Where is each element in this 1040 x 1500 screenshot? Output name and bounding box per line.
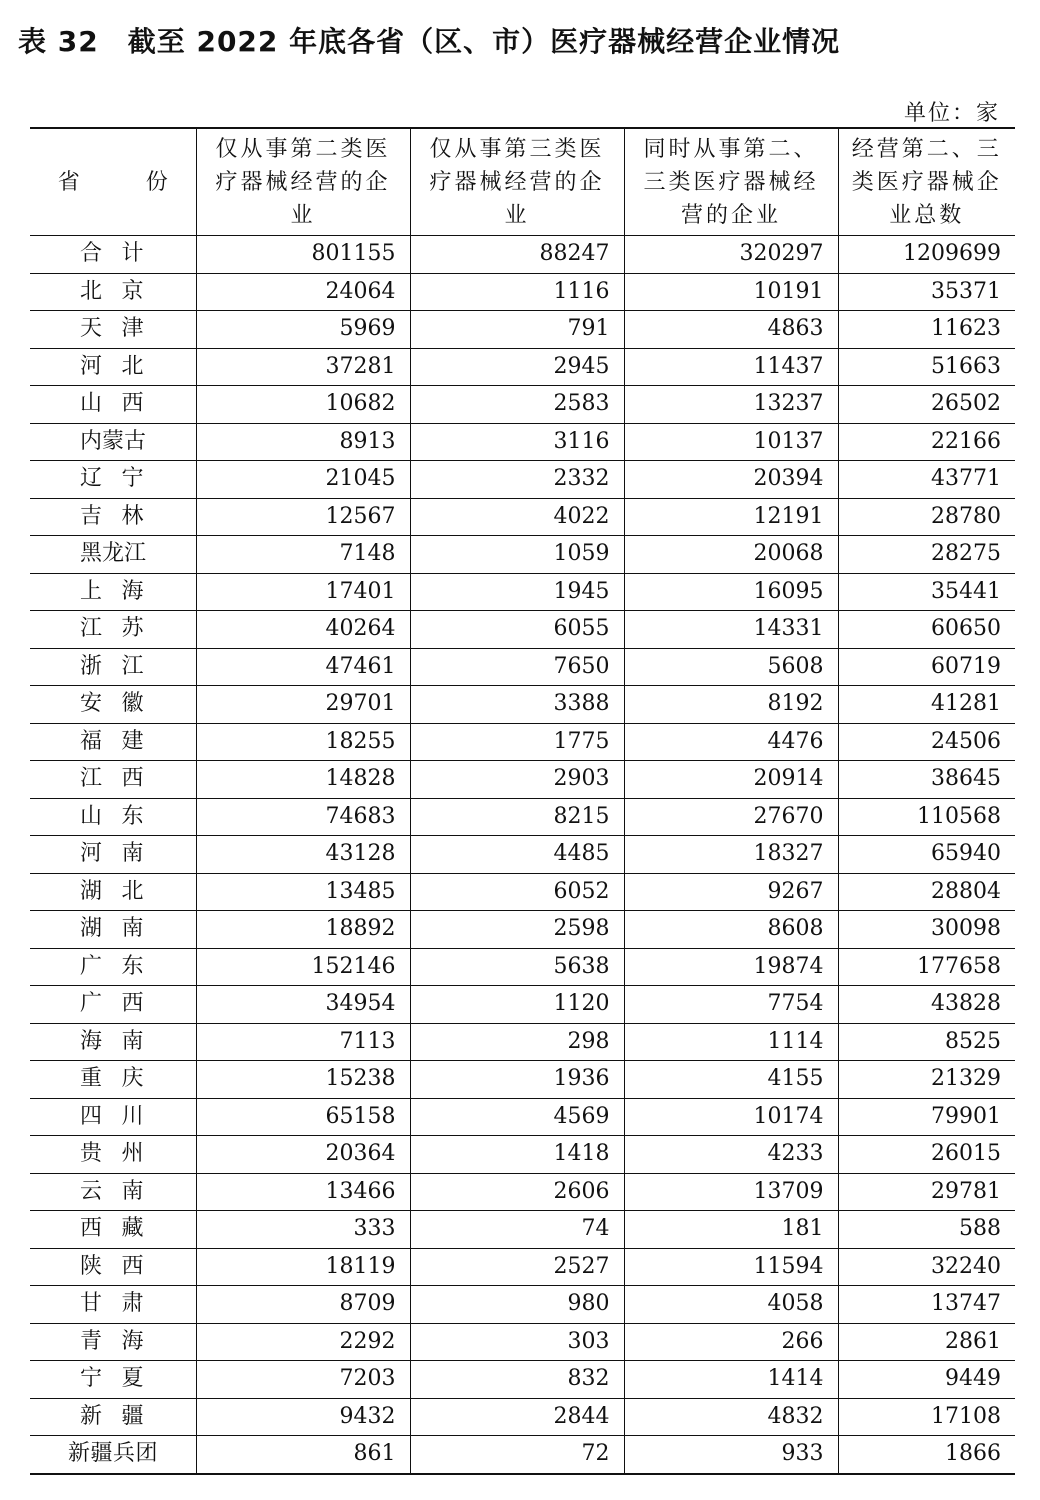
table-row (30, 311, 1015, 349)
total-cell: 17108 (838, 1398, 1015, 1436)
class3-only-cell: 4485 (410, 836, 624, 874)
unit-label: 单位：家 (903, 101, 1000, 126)
province-cell: 西藏 (30, 1211, 196, 1249)
table-row (30, 986, 1015, 1024)
column-header-class3-only: 仅从事第三类医疗器械经营的企业 (410, 128, 624, 236)
table-row (30, 1248, 1015, 1286)
total-cell: 21329 (838, 1061, 1015, 1099)
column-header-province: 省 份 (30, 128, 196, 236)
total-cell: 51663 (838, 348, 1015, 386)
class2-only-cell: 7113 (196, 1023, 410, 1061)
province-cell: 云南 (30, 1173, 196, 1211)
province-cell: 安徽 (30, 686, 196, 724)
class2-and-3-cell: 16095 (624, 573, 838, 611)
province-cell: 甘肃 (30, 1286, 196, 1324)
class3-only-cell: 1120 (410, 986, 624, 1024)
province-cell: 合计 (30, 236, 196, 274)
total-cell: 9449 (838, 1361, 1015, 1399)
province-cell: 北京 (30, 273, 196, 311)
table-row (30, 423, 1015, 461)
province-cell: 青海 (30, 1323, 196, 1361)
class3-only-cell: 2903 (410, 761, 624, 799)
class2-only-cell: 12567 (196, 498, 410, 536)
province-cell: 山西 (30, 386, 196, 424)
class3-only-cell: 4569 (410, 1098, 624, 1136)
class2-only-cell: 40264 (196, 611, 410, 649)
class3-only-cell: 1116 (410, 273, 624, 311)
province-cell: 江西 (30, 761, 196, 799)
table-row (30, 1436, 1015, 1474)
class2-only-cell: 5969 (196, 311, 410, 349)
table-title: 表 32 截至 2022 年底各省（区、市）医疗器械经营企业情况 (18, 25, 841, 58)
class2-only-cell: 2292 (196, 1323, 410, 1361)
class2-only-cell: 34954 (196, 986, 410, 1024)
class2-only-cell: 152146 (196, 948, 410, 986)
column-header-total: 经营第二、三类医疗器械企业总数 (838, 128, 1015, 236)
class2-only-cell: 8913 (196, 423, 410, 461)
table-row (30, 911, 1015, 949)
class2-only-cell: 18119 (196, 1248, 410, 1286)
table-row (30, 1061, 1015, 1099)
class2-and-3-cell: 933 (624, 1436, 838, 1474)
class3-only-cell: 1945 (410, 573, 624, 611)
total-cell: 8525 (838, 1023, 1015, 1061)
class2-only-cell: 333 (196, 1211, 410, 1249)
class2-only-cell: 10682 (196, 386, 410, 424)
total-cell: 11623 (838, 311, 1015, 349)
class2-and-3-cell: 11594 (624, 1248, 838, 1286)
total-cell: 29781 (838, 1173, 1015, 1211)
total-cell: 110568 (838, 798, 1015, 836)
class2-and-3-cell: 14331 (624, 611, 838, 649)
province-cell: 海南 (30, 1023, 196, 1061)
class2-only-cell: 8709 (196, 1286, 410, 1324)
province-cell: 贵州 (30, 1136, 196, 1174)
class3-only-cell: 1059 (410, 536, 624, 574)
table-row (30, 573, 1015, 611)
total-cell: 22166 (838, 423, 1015, 461)
header-row (30, 128, 1015, 236)
table-row (30, 498, 1015, 536)
class2-and-3-cell: 20068 (624, 536, 838, 574)
class2-and-3-cell: 20394 (624, 461, 838, 499)
class3-only-cell: 1418 (410, 1136, 624, 1174)
total-cell: 1866 (838, 1436, 1015, 1474)
class2-and-3-cell: 5608 (624, 648, 838, 686)
table-row (30, 1361, 1015, 1399)
class3-only-cell: 2606 (410, 1173, 624, 1211)
class2-only-cell: 13466 (196, 1173, 410, 1211)
table-row (30, 1098, 1015, 1136)
total-cell: 177658 (838, 948, 1015, 986)
province-cell: 山东 (30, 798, 196, 836)
class2-and-3-cell: 4863 (624, 311, 838, 349)
class2-and-3-cell: 4476 (624, 723, 838, 761)
province-cell: 河北 (30, 348, 196, 386)
class2-only-cell: 9432 (196, 1398, 410, 1436)
total-cell: 28804 (838, 873, 1015, 911)
total-cell: 13747 (838, 1286, 1015, 1324)
class2-only-cell: 21045 (196, 461, 410, 499)
total-cell: 43771 (838, 461, 1015, 499)
class3-only-cell: 3388 (410, 686, 624, 724)
table-row (30, 873, 1015, 911)
table-row (30, 1286, 1015, 1324)
class3-only-cell: 2945 (410, 348, 624, 386)
province-cell: 吉林 (30, 498, 196, 536)
total-cell: 24506 (838, 723, 1015, 761)
table-row (30, 1023, 1015, 1061)
class2-and-3-cell: 1414 (624, 1361, 838, 1399)
class2-and-3-cell: 266 (624, 1323, 838, 1361)
class3-only-cell: 2583 (410, 386, 624, 424)
class3-only-cell: 5638 (410, 948, 624, 986)
class2-only-cell: 861 (196, 1436, 410, 1474)
class2-only-cell: 7203 (196, 1361, 410, 1399)
class2-and-3-cell: 4233 (624, 1136, 838, 1174)
total-cell: 28780 (838, 498, 1015, 536)
total-cell: 60650 (838, 611, 1015, 649)
class3-only-cell: 3116 (410, 423, 624, 461)
class3-only-cell: 8215 (410, 798, 624, 836)
province-cell: 上海 (30, 573, 196, 611)
class3-only-cell: 4022 (410, 498, 624, 536)
total-cell: 79901 (838, 1098, 1015, 1136)
class2-and-3-cell: 13709 (624, 1173, 838, 1211)
province-cell: 浙江 (30, 648, 196, 686)
province-cell: 新疆 (30, 1398, 196, 1436)
total-cell: 30098 (838, 911, 1015, 949)
total-cell: 43828 (838, 986, 1015, 1024)
column-header-class2-and-3: 同时从事第二、三类医疗器械经营的企业 (624, 128, 838, 236)
province-cell: 江苏 (30, 611, 196, 649)
table-row (30, 686, 1015, 724)
class2-only-cell: 65158 (196, 1098, 410, 1136)
province-cell: 辽宁 (30, 461, 196, 499)
table-row (30, 348, 1015, 386)
province-cell: 内蒙古 (30, 423, 196, 461)
class2-and-3-cell: 7754 (624, 986, 838, 1024)
class2-only-cell: 18255 (196, 723, 410, 761)
class2-and-3-cell: 1114 (624, 1023, 838, 1061)
class2-and-3-cell: 10191 (624, 273, 838, 311)
total-cell: 28275 (838, 536, 1015, 574)
class2-and-3-cell: 19874 (624, 948, 838, 986)
class3-only-cell: 7650 (410, 648, 624, 686)
table-row (30, 273, 1015, 311)
class2-and-3-cell: 320297 (624, 236, 838, 274)
class3-only-cell: 74 (410, 1211, 624, 1249)
table-row (30, 1136, 1015, 1174)
class2-only-cell: 17401 (196, 573, 410, 611)
province-cell: 广东 (30, 948, 196, 986)
table-row (30, 236, 1015, 274)
class3-only-cell: 1775 (410, 723, 624, 761)
table-row (30, 1398, 1015, 1436)
class2-and-3-cell: 20914 (624, 761, 838, 799)
total-cell: 588 (838, 1211, 1015, 1249)
province-cell: 宁夏 (30, 1361, 196, 1399)
class2-and-3-cell: 13237 (624, 386, 838, 424)
class2-only-cell: 37281 (196, 348, 410, 386)
column-header-class2-only: 仅从事第二类医疗器械经营的企业 (196, 128, 410, 236)
class3-only-cell: 2527 (410, 1248, 624, 1286)
table-row (30, 386, 1015, 424)
total-cell: 32240 (838, 1248, 1015, 1286)
class2-and-3-cell: 11437 (624, 348, 838, 386)
province-cell: 新疆兵团 (30, 1436, 196, 1474)
class2-and-3-cell: 10137 (624, 423, 838, 461)
class3-only-cell: 72 (410, 1436, 624, 1474)
province-cell: 湖南 (30, 911, 196, 949)
class2-only-cell: 18892 (196, 911, 410, 949)
province-cell: 陕西 (30, 1248, 196, 1286)
province-cell: 广西 (30, 986, 196, 1024)
class2-only-cell: 7148 (196, 536, 410, 574)
class3-only-cell: 2598 (410, 911, 624, 949)
province-cell: 福建 (30, 723, 196, 761)
total-cell: 2861 (838, 1323, 1015, 1361)
class2-only-cell: 74683 (196, 798, 410, 836)
total-cell: 35371 (838, 273, 1015, 311)
table-row (30, 461, 1015, 499)
table-row (30, 761, 1015, 799)
province-cell: 湖北 (30, 873, 196, 911)
class2-only-cell: 47461 (196, 648, 410, 686)
province-cell: 重庆 (30, 1061, 196, 1099)
class2-only-cell: 20364 (196, 1136, 410, 1174)
class3-only-cell: 2332 (410, 461, 624, 499)
class2-only-cell: 24064 (196, 273, 410, 311)
data-table (30, 127, 1015, 1475)
table-row (30, 1211, 1015, 1249)
class2-only-cell: 15238 (196, 1061, 410, 1099)
class3-only-cell: 6055 (410, 611, 624, 649)
province-cell: 河南 (30, 836, 196, 874)
total-cell: 60719 (838, 648, 1015, 686)
table-row (30, 798, 1015, 836)
class2-and-3-cell: 8192 (624, 686, 838, 724)
class2-and-3-cell: 4832 (624, 1398, 838, 1436)
class2-and-3-cell: 12191 (624, 498, 838, 536)
total-cell: 35441 (838, 573, 1015, 611)
table-row (30, 611, 1015, 649)
table-row (30, 1323, 1015, 1361)
class2-only-cell: 14828 (196, 761, 410, 799)
class2-and-3-cell: 8608 (624, 911, 838, 949)
province-cell: 天津 (30, 311, 196, 349)
class2-and-3-cell: 181 (624, 1211, 838, 1249)
total-cell: 38645 (838, 761, 1015, 799)
class2-and-3-cell: 18327 (624, 836, 838, 874)
class2-and-3-cell: 10174 (624, 1098, 838, 1136)
total-cell: 65940 (838, 836, 1015, 874)
table-row (30, 536, 1015, 574)
table-row (30, 648, 1015, 686)
class3-only-cell: 88247 (410, 236, 624, 274)
table-body (30, 236, 1015, 1474)
total-cell: 41281 (838, 686, 1015, 724)
table-row (30, 948, 1015, 986)
class3-only-cell: 980 (410, 1286, 624, 1324)
table-row (30, 836, 1015, 874)
class2-only-cell: 29701 (196, 686, 410, 724)
class3-only-cell: 6052 (410, 873, 624, 911)
class2-only-cell: 43128 (196, 836, 410, 874)
class3-only-cell: 832 (410, 1361, 624, 1399)
province-cell: 四川 (30, 1098, 196, 1136)
class2-only-cell: 801155 (196, 236, 410, 274)
class2-and-3-cell: 9267 (624, 873, 838, 911)
total-cell: 26502 (838, 386, 1015, 424)
total-cell: 26015 (838, 1136, 1015, 1174)
class2-and-3-cell: 27670 (624, 798, 838, 836)
class3-only-cell: 2844 (410, 1398, 624, 1436)
table-row (30, 1173, 1015, 1211)
class3-only-cell: 303 (410, 1323, 624, 1361)
class3-only-cell: 1936 (410, 1061, 624, 1099)
class2-only-cell: 13485 (196, 873, 410, 911)
class2-and-3-cell: 4155 (624, 1061, 838, 1099)
class2-and-3-cell: 4058 (624, 1286, 838, 1324)
class3-only-cell: 298 (410, 1023, 624, 1061)
total-cell: 1209699 (838, 236, 1015, 274)
table-row (30, 723, 1015, 761)
province-cell: 黑龙江 (30, 536, 196, 574)
class3-only-cell: 791 (410, 311, 624, 349)
